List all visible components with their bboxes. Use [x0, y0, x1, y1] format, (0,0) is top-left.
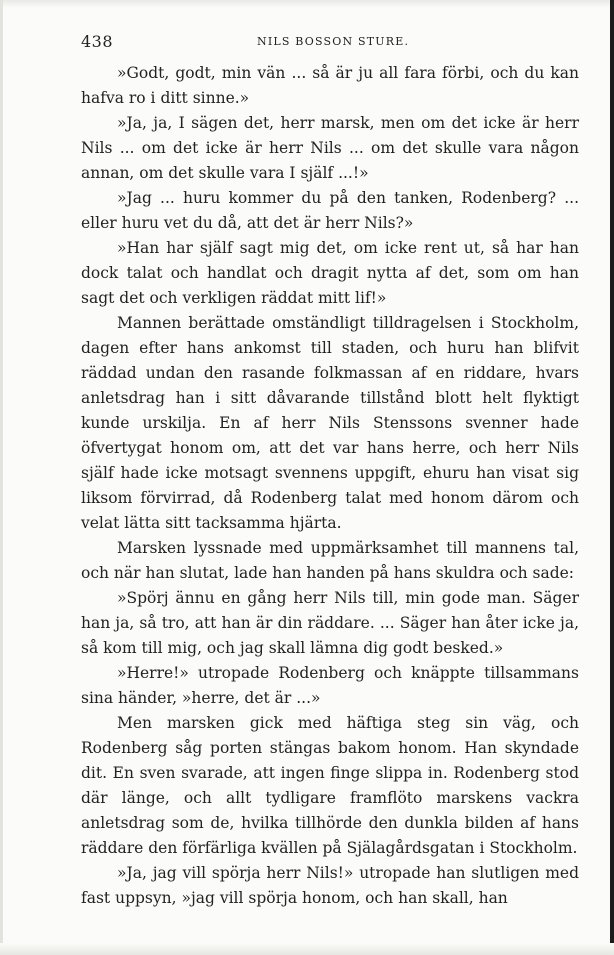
scan-right-edge: [610, 0, 614, 955]
paragraph: »Herre!» utropade Rodenberg och knäppte tillsammans sina händer, »herre, det är ...»: [81, 664, 579, 707]
paragraph: Mannen berättade omständligt tilldragelsen i Stockholm, dagen efter hans ankomst till staden, och huru han blifvit räddad undan den rasande folkmassan af en riddare, hvars anletsdrag han i sitt dåvarande tillstånd blott helt flyktigt kunde urskilja. En af herr Nils Stenssons svenner hade öfvertygat honom om, att det var hans herre, och herr Nils själf hade icke motsagt svennens uppgift, ehuru han visat sig liksom förvirrad, då Rodenberg talat med honom därom och velat lätta sitt tacksamma hjärta.: [81, 314, 579, 532]
paragraph: Marsken lyssnade med uppmärksamhet till mannens tal, och när han slutat, lade han handen på hans skuldra och sade:: [81, 539, 579, 582]
body-text: [81, 61, 579, 911]
paragraph: »Han har själf sagt mig det, om icke rent ut, så har han dock talat och handlat och dragit nytta af det, som om han sagt det och verkligen räddat mitt lif!»: [81, 239, 579, 307]
paragraph: »Spörj ännu en gång herr Nils till, min gode man. Säger han ja, så tro, att han är din räddare. ... Säger han åter icke ja, så kom till mig, och jag skall lämna dig godt besked.»: [81, 589, 579, 657]
paragraph: »Godt, godt, min vän ... så är ju all fara förbi, och du kan hafva ro i ditt sinne.»: [81, 64, 579, 107]
running-head: NILS BOSSON STURE.: [257, 35, 410, 48]
scan-top-edge: [0, 0, 614, 8]
scan-bottom-edge: [0, 943, 614, 955]
page-header: [81, 32, 579, 56]
paragraph: »Ja, ja, I sägen det, herr marsk, men om det icke är herr Nils ... om det icke är herr Nils ... om det skulle vara någon annan, om det skulle vara I själf ...!»: [81, 114, 579, 182]
paragraph: »Jag ... huru kommer du på den tanken, Rodenberg? ... eller huru vet du då, att det är herr Nils?»: [81, 189, 579, 232]
scan-left-edge: [0, 0, 3, 955]
paragraph: »Ja, jag vill spörja herr Nils!» utropade han slutligen med fast uppsyn, »jag vill spörja honom, och han skall, han: [81, 864, 579, 907]
page-number: 438: [81, 32, 114, 51]
paragraph: Men marsken gick med häftiga steg sin väg, och Rodenberg såg porten stängas bakom honom. Han skyndade dit. En sven svarade, att ingen finge slippa in. Rodenberg stod där länge, och allt tydligare framflöto marskens vackra anletsdrag som de, hvilka tillhörde den dunkla bilden af hans räddare den förfärliga kvällen på Själagårdsgatan i Stockholm.: [81, 714, 579, 857]
